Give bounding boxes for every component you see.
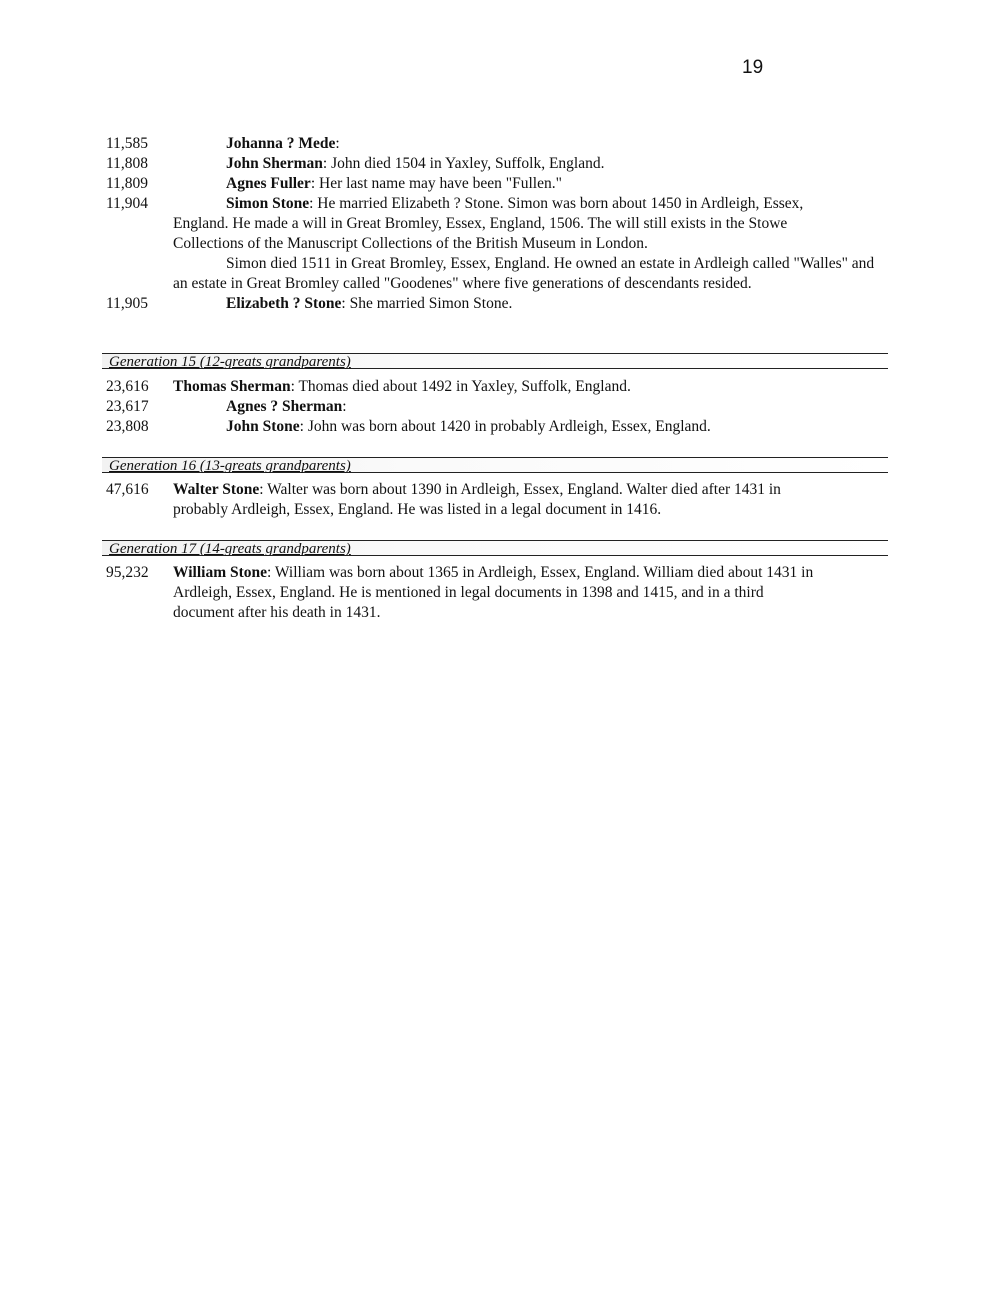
generation-title: Generation 15 (12-greats grandparents) [109, 354, 351, 370]
entry-text: : John was born about 1420 in probably Ardleigh, Essex, England. [299, 418, 711, 435]
generation-header [102, 353, 888, 369]
entry-23617 [106, 397, 892, 417]
entry-name: Simon Stone [226, 195, 310, 212]
entry-name: William Stone [173, 564, 268, 581]
entry-number: 11,904 [106, 195, 149, 212]
entry-text: : Walter was born about 1390 in Ardleigh, Essex, England. Walter died after 1431 in [259, 481, 781, 498]
generation-title: Generation 17 (14-greats grandparents) [109, 541, 351, 557]
entry-number: 11,808 [106, 155, 149, 172]
entry-23808 [106, 417, 892, 437]
entry-11808 [106, 154, 890, 174]
entry-text: : [342, 398, 347, 415]
entry-continuation: document after his death in 1431. [173, 604, 381, 621]
generation-title: Generation 16 (13-greats grandparents) [109, 458, 351, 474]
entry-number: 95,232 [106, 564, 149, 581]
entry-number: 23,617 [106, 398, 149, 415]
generation-17-list [106, 563, 892, 623]
entry-text: : Her last name may have been "Fullen." [310, 175, 562, 192]
entry-number: 11,809 [106, 175, 149, 192]
generation-header [102, 457, 888, 473]
generation-14-list [106, 134, 890, 314]
entry-47616 [106, 480, 892, 500]
entry-name: Johanna ? Mede [226, 135, 336, 152]
entry-number: 47,616 [106, 481, 149, 498]
entry-text: : [335, 135, 340, 152]
entry-continuation: England. He made a will in Great Bromley, Essex, England, 1506. The will still exists in the Stowe [173, 215, 788, 232]
entry-23616 [106, 377, 892, 397]
entry-text: : Thomas died about 1492 in Yaxley, Suffolk, England. [290, 378, 631, 395]
generation-header [102, 540, 888, 556]
entry-11905 [106, 294, 890, 314]
entry-number: 11,585 [106, 135, 149, 152]
entry-name: Thomas Sherman [173, 378, 291, 395]
entry-name: Elizabeth ? Stone [226, 295, 342, 312]
entry-name: Walter Stone [173, 481, 260, 498]
entry-text: : William was born about 1365 in Ardleigh, Essex, England. William died about 1431 in [267, 564, 814, 581]
page-number: 19 [742, 57, 764, 78]
entry-number: 23,808 [106, 418, 149, 435]
entry-continuation: Collections of the Manuscript Collections of the British Museum in London. [173, 235, 648, 252]
entry-name: John Stone [226, 418, 300, 435]
entry-95232 [106, 563, 892, 583]
entry-paragraph: Simon died 1511 in Great Bromley, Essex, England. He owned an estate in Ardleigh called "Walles" and an estate in Great Bromley called "Goodenes" where five generations of descendants resided. [173, 255, 875, 292]
entry-number: 11,905 [106, 295, 149, 312]
entry-number: 23,616 [106, 378, 149, 395]
entry-continuation: probably Ardleigh, Essex, England. He was listed in a legal document in 1416. [173, 501, 662, 518]
generation-15-list [106, 377, 892, 437]
entry-11809 [106, 174, 890, 194]
entry-name: John Sherman [226, 155, 323, 172]
entry-11585 [106, 134, 890, 154]
entry-11904 [106, 194, 890, 214]
entry-text: : He married Elizabeth ? Stone. Simon was born about 1450 in Ardleigh, Essex, [309, 195, 804, 212]
entry-name: Agnes ? Sherman [226, 398, 343, 415]
entry-name: Agnes Fuller [226, 175, 311, 192]
entry-text: : She married Simon Stone. [341, 295, 513, 312]
generation-16-list [106, 480, 892, 520]
entry-continuation: Ardleigh, Essex, England. He is mentioned in legal documents in 1398 and 1415, and in a third [173, 584, 764, 601]
entry-text: : John died 1504 in Yaxley, Suffolk, England. [322, 155, 605, 172]
